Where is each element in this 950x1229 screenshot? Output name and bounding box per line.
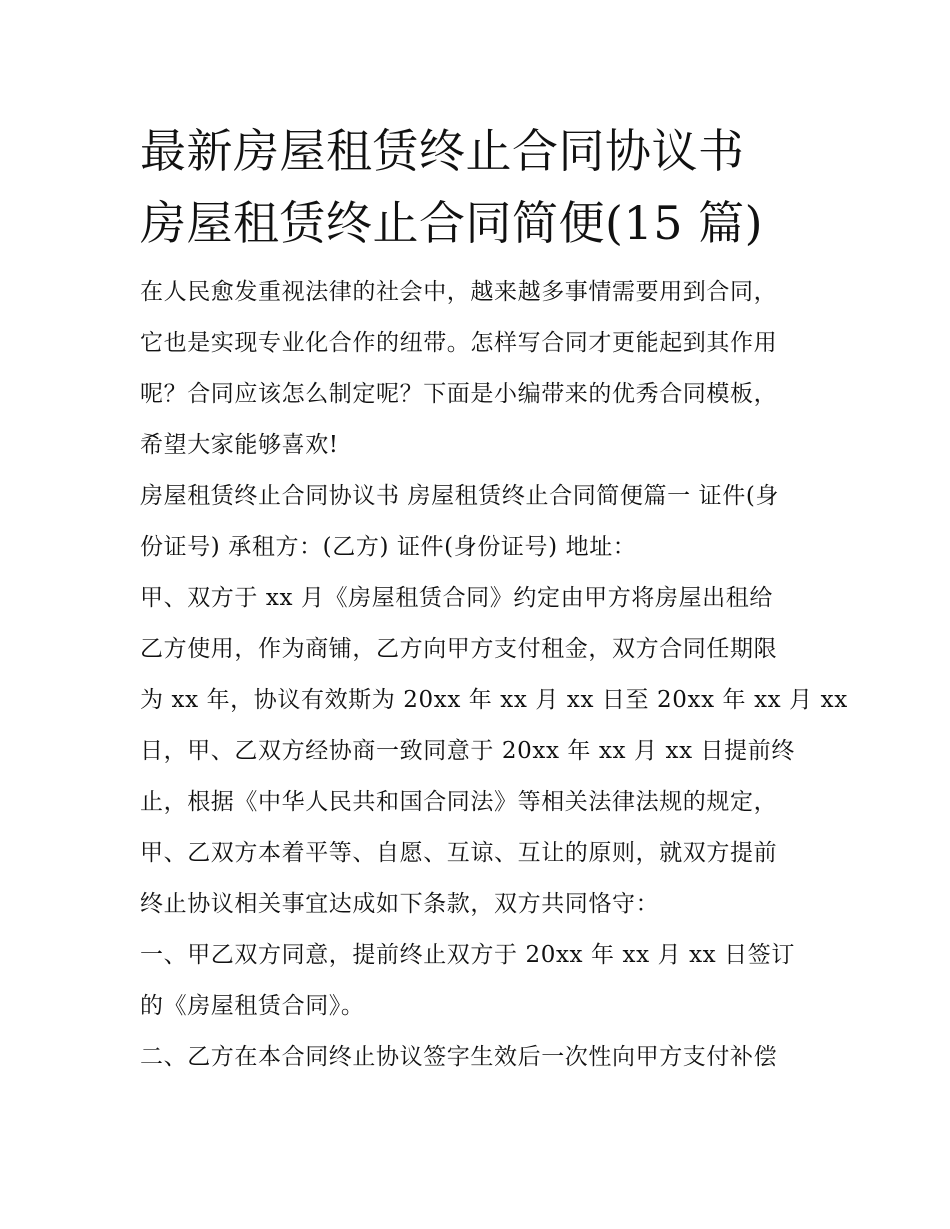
body-line: 日，甲、乙双方经协商一致同意于 20xx 年 xx 月 xx 日提前终 [140,738,795,764]
document-title [140,115,812,259]
body-line: 乙方使用，作为商铺，乙方向甲方支付租金，双方合同任期限 [140,636,778,662]
body-line: 的《房屋租赁合同》。 [140,993,365,1019]
body-line: 份证号) 承租方：(乙方) 证件(身份证号) 地址： [140,534,637,560]
title-line: 房屋租赁终止合同简便(15 篇) [140,196,764,250]
body-line: 一、甲乙双方同意，提前终止双方于 20xx 年 xx 月 xx 日签订 [140,942,795,968]
document-body [140,267,848,1083]
body-line: 终止协议相关事宜达成如下条款，双方共同恪守： [140,891,660,917]
body-line: 希望大家能够喜欢! [140,432,339,458]
body-line: 甲、双方于 xx 月《房屋租赁合同》约定由甲方将房屋出租给 [140,585,773,611]
body-line: 呢？合同应该怎么制定呢？下面是小编带来的优秀合同模板， [140,381,778,407]
body-line: 为 xx 年，协议有效斯为 20xx 年 xx 月 xx 日至 20xx 年 xx 月 xx [140,687,848,713]
body-line: 房屋租赁终止合同协议书 房屋租赁终止合同简便篇一 证件(身 [140,483,779,509]
body-line: 在人民愈发重视法律的社会中，越来越多事情需要用到合同， [140,279,778,305]
body-line: 二、乙方在本合同终止协议签字生效后一次性向甲方支付补偿 [140,1044,778,1070]
title-line: 最新房屋租赁终止合同协议书 [140,124,745,178]
body-line: 止，根据《中华人民共和国合同法》等相关法律法规的规定， [140,789,778,815]
document-content [140,115,848,1083]
body-line: 甲、乙双方本着平等、自愿、互谅、互让的原则，就双方提前 [140,840,778,866]
body-line: 它也是实现专业化合作的纽带。怎样写合同才更能起到其作用 [140,330,778,356]
